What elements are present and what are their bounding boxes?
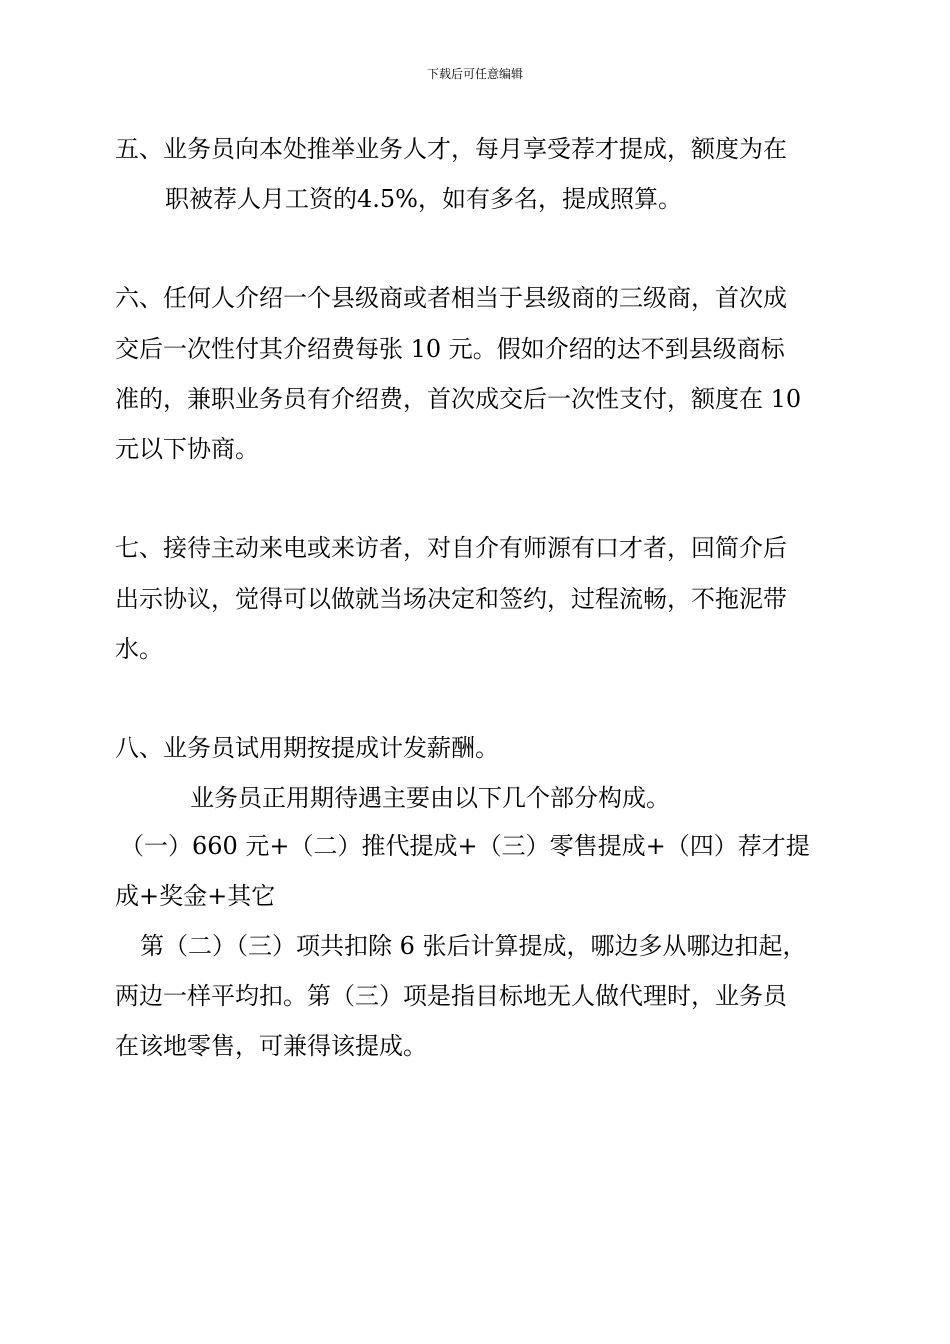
deduction-note-line-2: 两边一样平均扣。第（三）项是指目标地无人做代理时，业务员	[115, 982, 787, 1010]
paragraph-7-line-3: 水。	[115, 635, 163, 663]
deduction-note-line-3: 在该地零售，可兼得该提成。	[115, 1032, 427, 1060]
salary-intro-line: 业务员正用期待遇主要由以下几个部分构成。	[190, 784, 670, 812]
paragraph-6-line-1: 六、任何人介绍一个县级商或者相当于县级商的三级商，首次成	[115, 284, 787, 312]
paragraph-6-line-3: 准的，兼职业务员有介绍费，首次成交后一次性支付，额度在 10	[115, 385, 802, 413]
deduction-note-line-1: 第（二）（三）项共扣除 6 张后计算提成，哪边多从哪边扣起，	[140, 932, 807, 960]
paragraph-5-line-2: 职被荐人月工资的4.5%，如有多名，提成照算。	[165, 185, 682, 213]
paragraph-6-line-4: 元以下协商。	[115, 435, 259, 463]
salary-items-line-1: （一）660 元+（二）推代提成+（三）零售提成+（四）荐才提	[120, 832, 810, 860]
paragraph-7-line-1: 七、接待主动来电或来访者，对自介有师源有口才者，回简介后	[115, 534, 787, 562]
paragraph-6-line-2: 交后一次性付其介绍费每张 10 元。假如介绍的达不到县级商标	[115, 335, 785, 363]
paragraph-5-line-1: 五、业务员向本处推举业务人才，每月享受荐才提成，额度为在	[115, 135, 787, 163]
page-header: 下载后可任意编辑	[426, 67, 523, 81]
paragraph-7-line-2: 出示协议，觉得可以做就当场决定和签约，过程流畅，不拖泥带	[115, 585, 787, 613]
paragraph-8-line-1: 八、业务员试用期按提成计发薪酬。	[115, 734, 499, 762]
salary-items-line-2: 成+奖金+其它	[115, 882, 276, 910]
